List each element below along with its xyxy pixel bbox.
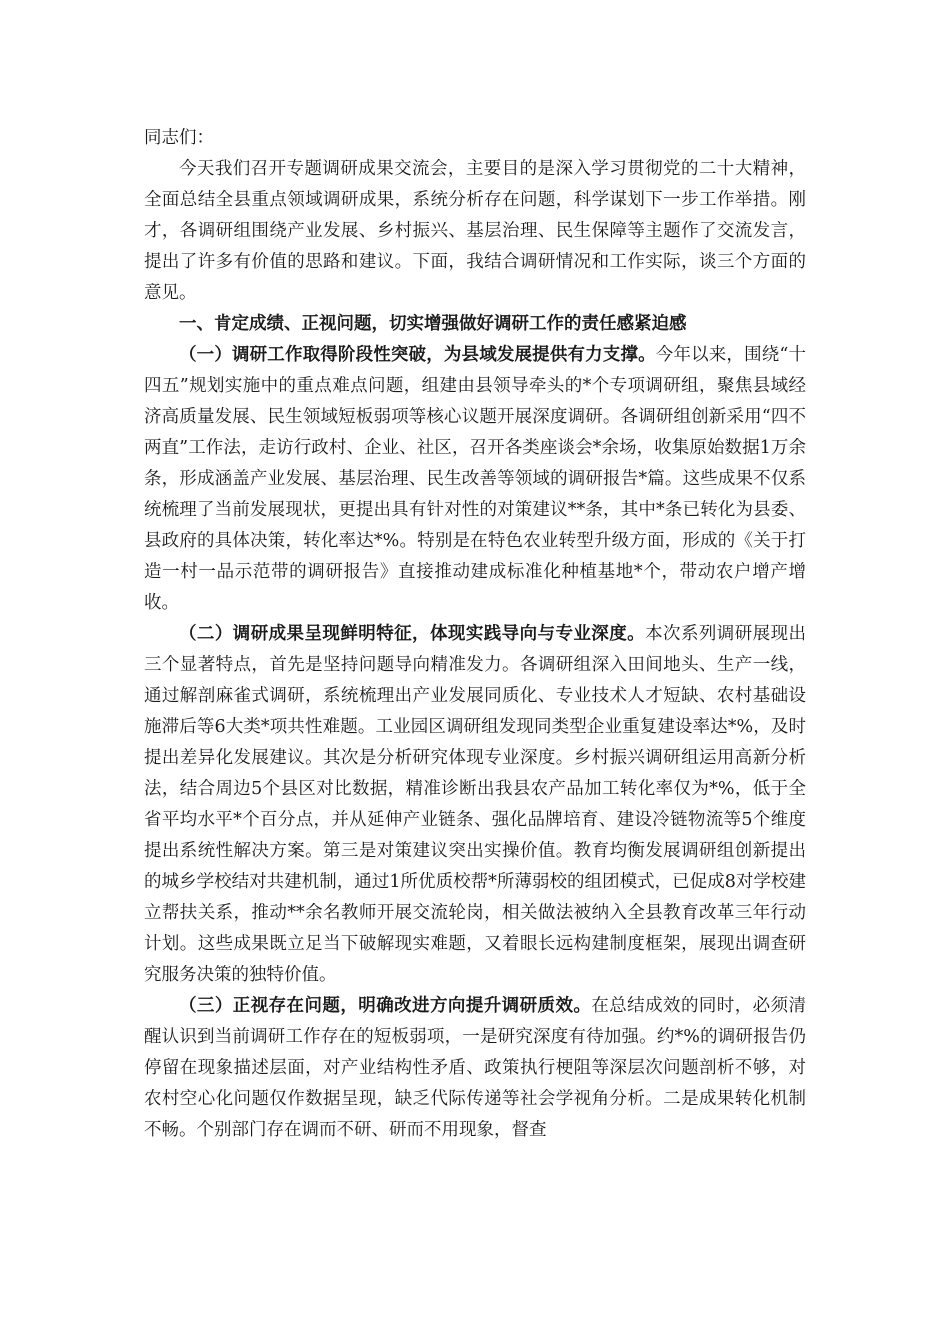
- subsection-2: [144, 619, 806, 991]
- subsection-3-body: 在总结成效的同时，必须清醒认识到当前调研工作存在的短板弱项，一是研究深度有待加强。约*%的调研报告仍停留在现象描述层面，对产业结构性矛盾、政策执行梗阻等深层次问题剖析不够，对农村空心化问题仅作数据呈现，缺乏代际传递等社会学视角分析。二是成果转化机制不畅。个别部门存在调而不研、研而不用现象，督查: [144, 996, 807, 1140]
- subsection-2-body: 本次系列调研展现出三个显著特点，首先是坚持问题导向精准发力。各调研组深入田间地头、生产一线，通过解剖麻雀式调研，系统梳理出产业发展同质化、专业技术人才短缺、农村基础设施滞后等6大类*项共性难题。工业园区调研组发现同类型企业重复建设率达*%，及时提出差异化发展建议。其次是分析研究体现专业深度。乡村振兴调研组运用高新分析法，结合周边5个县区对比数据，精准诊断出我县农产品加工转化率仅为*%，低于全省平均水平*个百分点，并从延伸产业链条、强化品牌培育、建设冷链物流等5个维度提出系统性解决方案。第三是对策建议突出实操价值。教育均衡发展调研组创新提出的城乡学校结对共建机制，通过1所优质校帮*所薄弱校的组团模式，已促成8对学校建立帮扶关系，推动**余名教师开展交流轮岗，相关做法被纳入全县教育改革三年行动计划。这些成果既立足当下破解现实难题，又着眼长远构建制度框架，展现出调查研究服务决策的独特价值。: [144, 624, 807, 985]
- subsection-3-heading: （三）正视存在问题，明确改进方向提升调研质效。: [179, 996, 592, 1016]
- subsection-2-heading: （二）调研成果呈现鲜明特征，体现实践导向与专业深度。: [179, 624, 646, 644]
- subsection-3: [144, 991, 806, 1146]
- subsection-1-heading: （一）调研工作取得阶段性突破，为县域发展提供有力支撑。: [179, 345, 656, 365]
- salutation: 同志们：: [144, 128, 214, 148]
- intro-paragraph: 今天我们召开专题调研成果交流会，主要目的是深入学习贯彻党的二十大精神，全面总结全县重点领域调研成果，系统分析存在问题，科学谋划下一步工作举措。刚才，各调研组围绕产业发展、乡村振兴、基层治理、民生保障等主题作了交流发言，提出了许多有价值的思路和建议。下面，我结合调研情况和工作实际，谈三个方面的意见。: [144, 159, 806, 303]
- subsection-1: [144, 340, 806, 619]
- document-page: [144, 123, 806, 1146]
- section-heading-1: 一、肯定成绩、正视问题，切实增强做好调研工作的责任感紧迫感: [179, 314, 687, 334]
- subsection-1-body: 今年以来，围绕“十四五”规划实施中的重点难点问题，组建由县领导牵头的*个专项调研组，聚焦县域经济高质量发展、民生领域短板弱项等核心议题开展深度调研。各调研组创新采用“四不两直”工作法，走访行政村、企业、社区，召开各类座谈会*余场，收集原始数据1万余条，形成涵盖产业发展、基层治理、民生改善等领域的调研报告*篇。这些成果不仅系统梳理了当前发展现状，更提出具有针对性的对策建议**条，其中*条已转化为县委、县政府的具体决策，转化率达*%。特别是在特色农业转型升级方面，形成的《关于打造一村一品示范带的调研报告》直接推动建成标准化种植基地*个，带动农户增产增收。: [144, 345, 806, 613]
